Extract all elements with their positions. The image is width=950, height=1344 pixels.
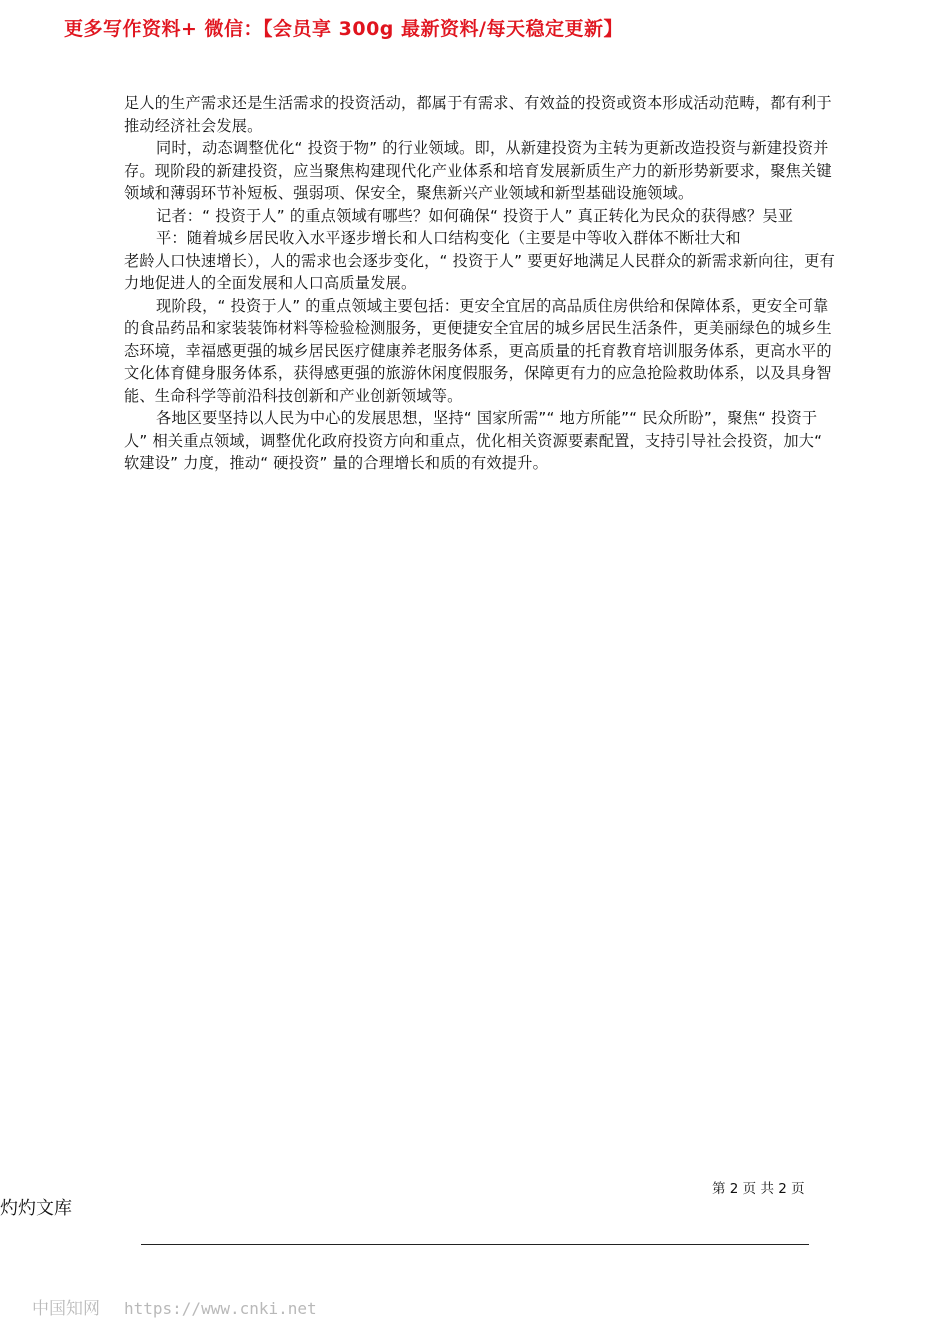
- watermark-title: 中国知网: [32, 1299, 100, 1319]
- footer-divider: [141, 1244, 809, 1245]
- page-number: 第 2 页 共 2 页: [712, 1181, 805, 1197]
- paragraph-4: 现阶段，“ 投资于人” 的重点领域主要包括：更安全宜居的高品质住房供给和保障体系，更安全可靠的食品药品和家装装饰材料等检验检测服务，更便捷安全宜居的城乡居民生活条件，更美丽绿色的城乡生态环境，幸福感更强的城乡居民医疗健康养老服务体系，更高质量的托育教育培训服务体系，更高水平的文化体育健身服务体系，获得感更强的旅游休闲度假服务，保障更有力的应急抢险救助体系，以及具身智能、生命科学等前沿科技创新和产业创新领域等。: [124, 296, 832, 405]
- paragraph-3-line-2: 平：随着城乡居民收入水平逐步增长和人口结构变化（主要是中等收入群体不断壮大和: [156, 229, 741, 247]
- promo-banner: 更多写作资料+ 微信：【会员享 300g 最新资料/每天稳定更新】: [64, 18, 623, 40]
- article-body: [124, 92, 840, 475]
- paragraph-2: 同时，动态调整优化“ 投资于物” 的行业领域。即，从新建投资为主转为更新改造投资与新建投资并存。现阶段的新建投资，应当聚焦构建现代化产业体系和培育发展新质生产力的新形势新要求，聚焦关键领域和薄弱环节补短板、强弱项、保安全，聚焦新兴产业领域和新型基础设施领域。: [124, 139, 832, 202]
- paragraph-3: [124, 205, 840, 295]
- library-name: 灼灼文库: [0, 1198, 72, 1219]
- paragraph-5: 各地区要坚持以人民为中心的发展思想，坚持“ 国家所需”“ 地方所能”“ 民众所盼”，聚焦“ 投资于人” 相关重点领域，调整优化政府投资方向和重点，优化相关资源要素配置，支持引导社会投资，加大“ 软建设” 力度，推动“ 硬投资” 量的合理增长和质的有效提升。: [124, 409, 823, 472]
- paragraph-1: 足人的生产需求还是生活需求的投资活动，都属于有需求、有效益的投资或资本形成活动范畴，都有利于推动经济社会发展。: [124, 94, 832, 135]
- paragraph-3-line-1: 记者：“ 投资于人” 的重点领域有哪些？如何确保“ 投资于人” 真正转化为民众的获得感？吴亚: [156, 206, 794, 225]
- watermark-url: https://www.cnki.net: [124, 1299, 317, 1318]
- cnki-watermark: [32, 1294, 317, 1319]
- paragraph-3-line-3: 老龄人口快速增长），人的需求也会逐步变化，“ 投资于人” 要更好地满足人民群众的新需求新向往，更有力地促进人的全面发展和人口高质量发展。: [124, 251, 836, 292]
